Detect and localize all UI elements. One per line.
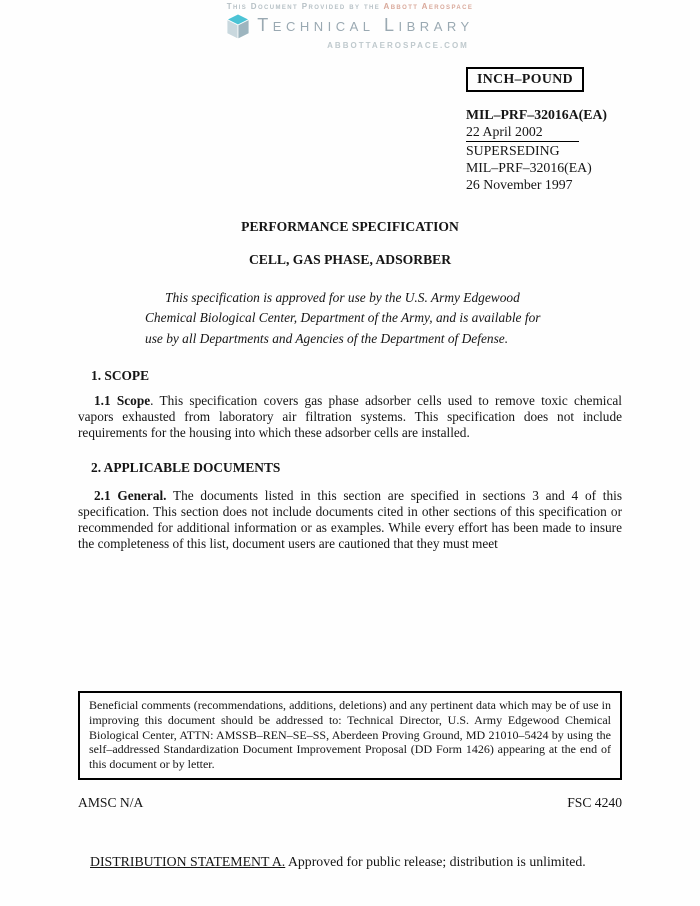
spec-date: 22 April 2002 [466, 123, 579, 142]
section-heading-applicable-documents: 2. APPLICABLE DOCUMENTS [91, 460, 281, 476]
beneficial-comments-box [78, 691, 622, 780]
section-heading-scope: 1. SCOPE [91, 368, 150, 384]
library-title-row [0, 13, 700, 40]
library-header [0, 0, 700, 51]
spec-identification [466, 106, 700, 193]
beneficial-comments-text: Beneficial comments (recommendations, additions, deletions) and any pertinent data which may be of use in improving this document should be addressed to: Technical Director, U.S. Army Edgewood Chemical Biological Center, ATTN: AMSSB–REN–SE–SS, Aberdeen Proving Ground, MD 21010–5424 by using the self–addressed Standardization Document Improvement Proposal (DD Form 1426) appearing at the end of this document or by letter. [89, 698, 611, 772]
amsc-code: AMSC N/A [78, 795, 144, 811]
spec-number: MIL–PRF–32016A(EA) [466, 106, 608, 122]
superseded-date: 26 November 1997 [466, 176, 573, 192]
superseded-number: MIL–PRF–32016(EA) [466, 159, 592, 175]
distribution-statement-text: Approved for public release; distribution is unlimited. [285, 854, 586, 870]
paragraph-general-body: The documents listed in this section are specified in sections 3 and 4 of this specification. This section does not include documents cited in other sections of this specification or recommended for additional information or as examples. While every effort has been made to insure the completeness of this list, document users are cautioned that they must meet [78, 488, 622, 552]
designation-block [466, 67, 700, 193]
distribution-statement-label: DISTRIBUTION STATEMENT A. [90, 854, 286, 870]
paragraph-scope [78, 393, 622, 441]
distribution-statement [90, 854, 622, 870]
provided-by-line [0, 3, 700, 12]
inch-pound-box [466, 67, 584, 92]
amsc-fsc-line [78, 795, 622, 811]
inch-pound-label: INCH–POUND [477, 70, 573, 86]
brand-name: Abbott Aerospace [383, 2, 474, 11]
paragraph-general-lead: 2.1 General. [94, 488, 167, 504]
approval-statement: This specification is approved for use by the U.S. Army Edgewood Chemical Biological Center, Department of the Army, and is available for use by all Departments and Agencies of the Department of Defense. [145, 289, 541, 346]
document-subject-title: CELL, GAS PHASE, ADSORBER [248, 251, 452, 267]
library-name: Technical Library [257, 15, 474, 36]
spec-date-row [466, 123, 700, 142]
paragraph-general [78, 488, 622, 552]
fsc-code: FSC 4240 [567, 795, 622, 811]
cube-logo-icon [226, 13, 250, 40]
library-website: ABBOTTAEROSPACE.COM [327, 40, 469, 50]
paragraph-scope-lead: 1.1 Scope [94, 393, 151, 409]
superseding-label: SUPERSEDING [466, 142, 560, 158]
document-type-title: PERFORMANCE SPECIFICATION [241, 218, 459, 234]
paragraph-scope-body: . This specification covers gas phase adsorber cells used to remove toxic chemical vapors exhausted from laboratory air filtration systems. This specification does not include requirements for the housing into which these adsorber cells are installed. [78, 393, 622, 441]
provided-by-text: This Document Provided by the [226, 2, 384, 11]
